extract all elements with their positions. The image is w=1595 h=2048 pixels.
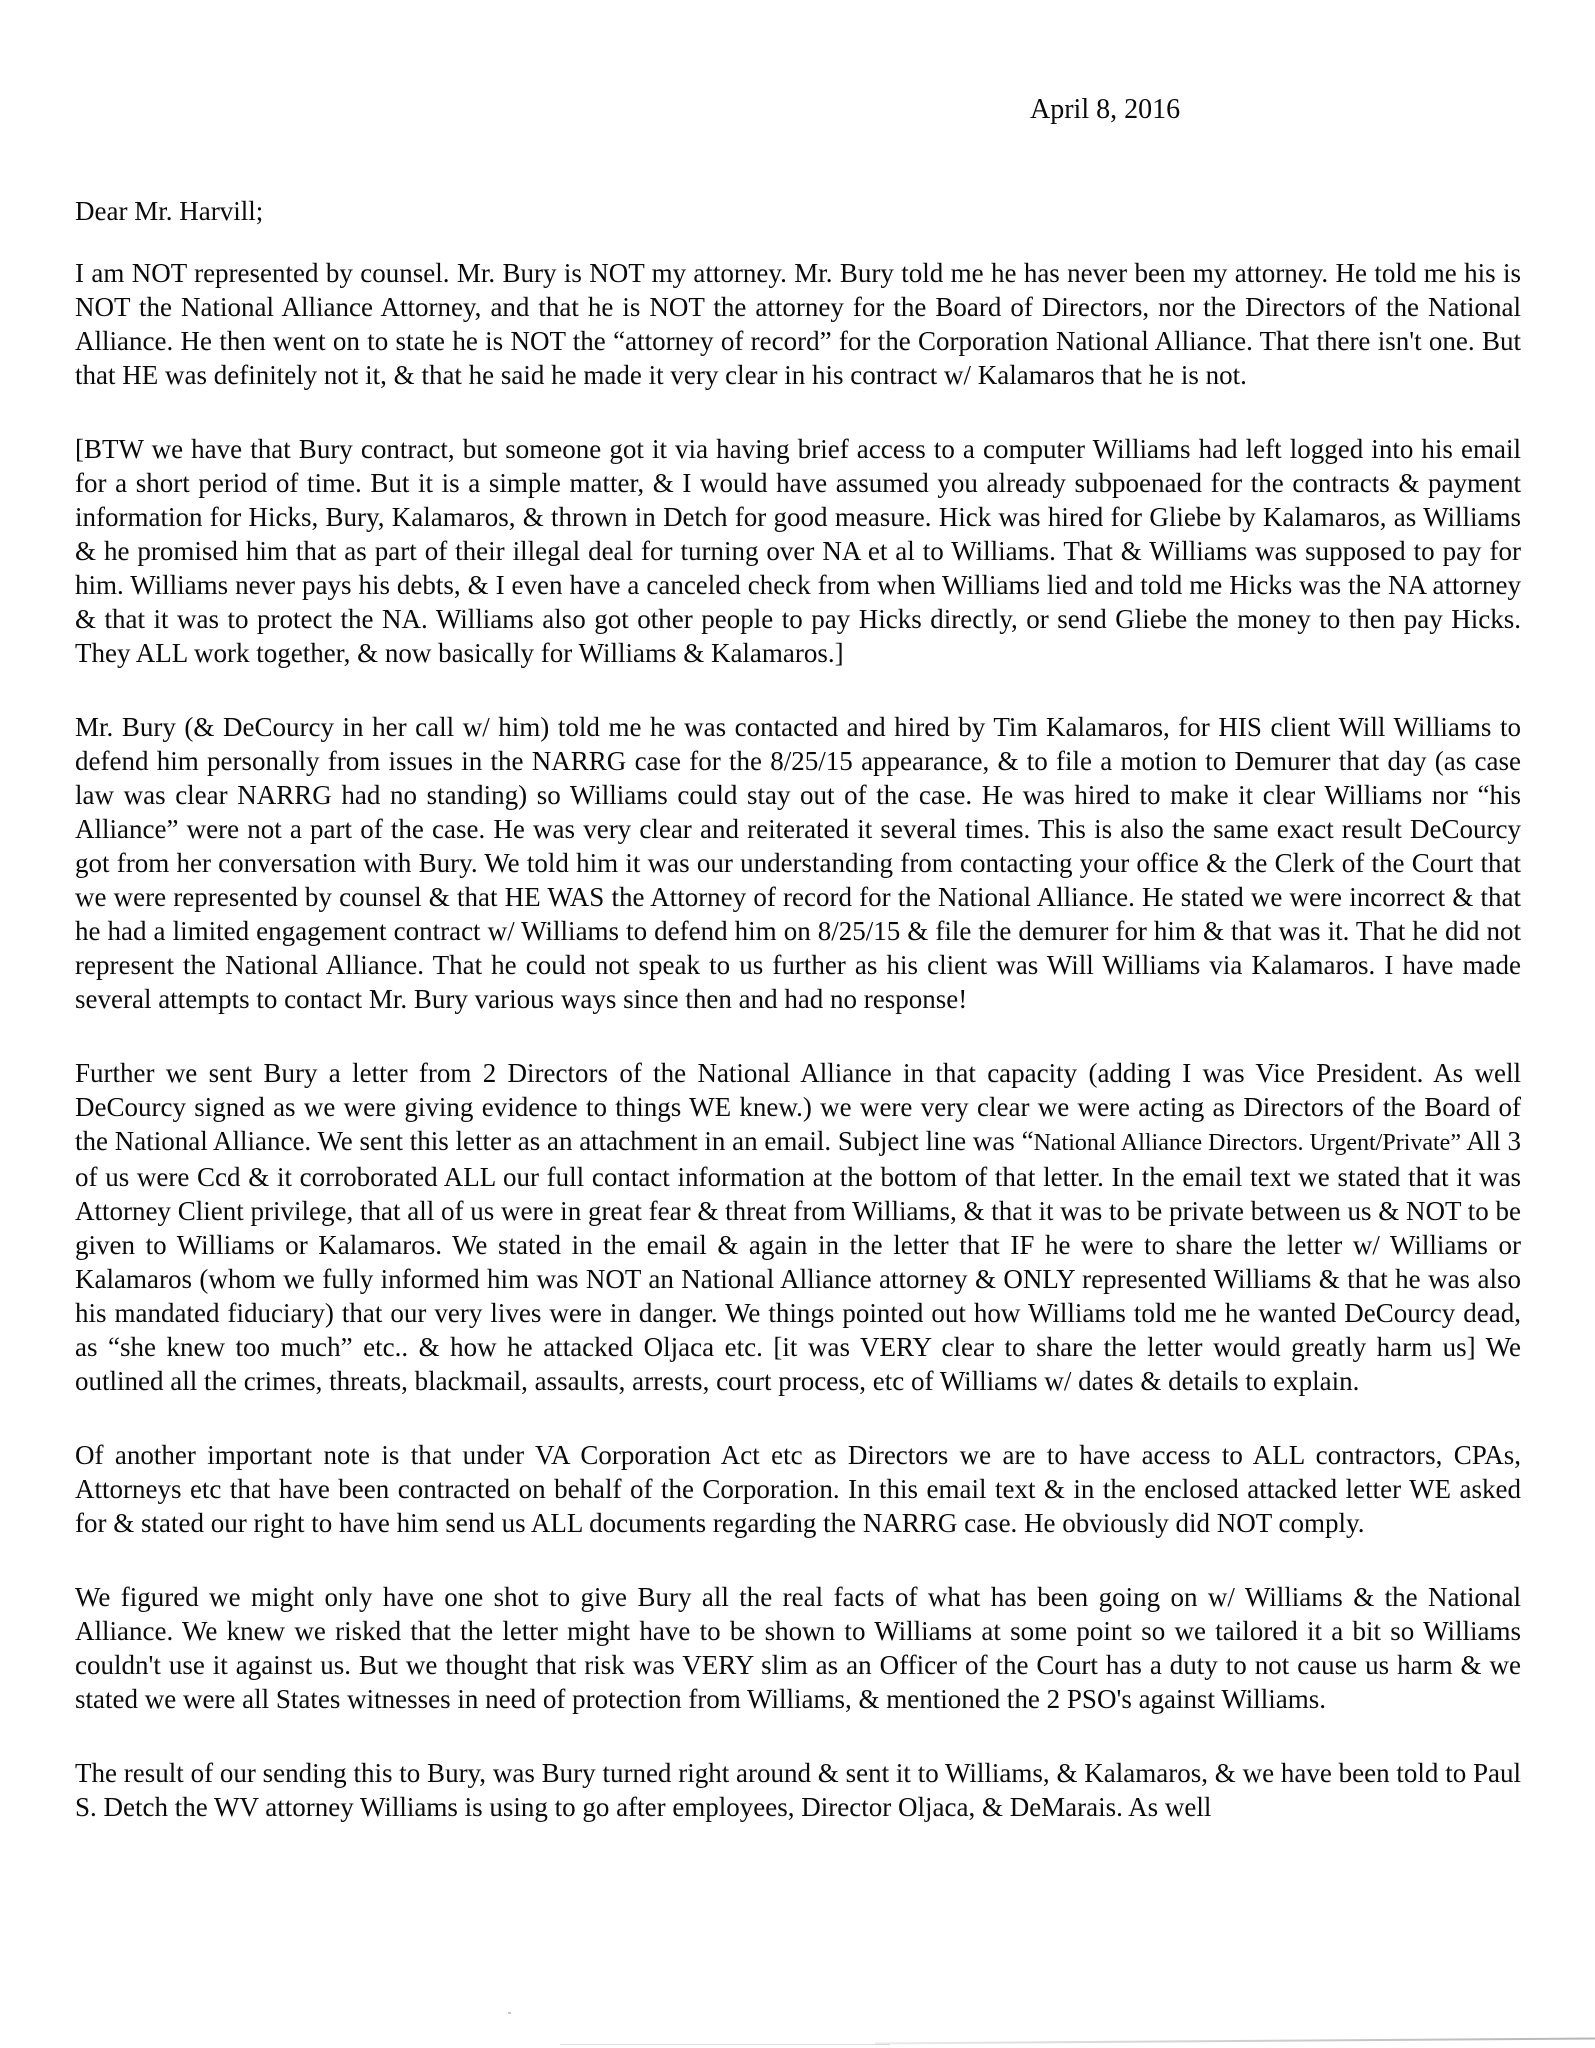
paragraph-4-subject-line: National Alliance Directors. Urgent/Private” bbox=[1033, 1130, 1461, 1156]
paragraph-3 bbox=[75, 710, 1521, 1016]
scan-artifact-line bbox=[560, 2044, 890, 2045]
salutation: Dear Mr. Harvill; bbox=[75, 196, 264, 226]
paragraph-5-text: Of another important note is that under VA Corporation Act etc as Directors we are to have access to ALL contractors, CPAs, Attorneys etc that have been contracted on behalf of the Corporation. In this email text & in the enclosed attacked letter WE asked for & stated our right to have him send us ALL documents regarding the NARRG case. He obviously did NOT comply. bbox=[75, 1440, 1521, 1538]
scan-artifact-line bbox=[875, 2037, 1595, 2044]
paragraph-5 bbox=[75, 1438, 1521, 1540]
paragraph-2 bbox=[75, 432, 1521, 670]
paragraph-6-text: We figured we might only have one shot to give Bury all the real facts of what has been going on w/ Williams & the National Alliance. We knew we risked that the letter might have to be shown to Williams at some point so we tailored it a bit so Williams couldn't use it against us. But we thought that risk was VERY slim as an Officer of the Court has a duty to not cause us harm & we stated we were all States witnesses in need of protection from Williams, & mentioned the 2 PSO's against Williams. bbox=[75, 1582, 1521, 1714]
paragraph-1-text: I am NOT represented by counsel. Mr. Bury is NOT my attorney. Mr. Bury told me he has never been my attorney. He told me his is NOT the National Alliance Attorney, and that he is NOT the attorney for the Board of Directors, nor the Directors of the National Alliance. He then went on to state he is NOT the “attorney of record” for the Corporation National Alliance. That there isn't one. But that HE was definitely not it, & that he said he made it very clear in his contract w/ Kalamaros that he is not. bbox=[75, 258, 1521, 390]
letter-body bbox=[75, 194, 1521, 1864]
paragraph-6 bbox=[75, 1580, 1521, 1716]
paragraph-4-text-rest: All 3 of us were Ccd & it corroborated ALL our full contact information at the bottom of that letter. In the email text we stated that it was Attorney Client privilege, that all of us were in great fear & threat from Williams, & that it was to be private between us & NOT to be given to Williams or Kalamaros. We stated in the email & again in the letter that IF he were to share the letter w/ Williams or Kalamaros (whom we fully informed him was NOT an National Alliance attorney & ONLY represented Williams & that he was also his mandated fiduciary) that our very lives were in danger. We things pointed out how Williams told me he wanted DeCourcy dead, as “she knew too much” etc.. & how he attacked Oljaca etc. [it was VERY clear to share the letter would greatly harm us] We outlined all the crimes, threats, blackmail, assaults, arrests, court process, etc of Williams w/ dates & details to explain. bbox=[75, 1126, 1522, 1396]
scan-artifact-speck bbox=[508, 2012, 511, 2014]
letter-date: April 8, 2016 bbox=[1030, 94, 1181, 125]
paragraph-4-text-lead: Further we sent Bury a letter from 2 Directors of the National Alliance in that capacity (adding I was Vice President. As well DeCourcy signed as we were giving evidence to things WE knew.) we were very clear we were acting as Directors of the Board of the National Alliance. We sent this letter as an attachment in an email. Subject line was “ bbox=[75, 1058, 1521, 1156]
paragraph-7-text: The result of our sending this to Bury, was Bury turned right around & sent it to Williams, & Kalamaros, & we have been told to Paul S. Detch the WV attorney Williams is using to go after employees, Director Oljaca, & DeMarais. As well bbox=[75, 1758, 1521, 1822]
paragraph-2-text: [BTW we have that Bury contract, but someone got it via having brief access to a computer Williams had left logged into his email for a short period of time. But it is a simple matter, & I would have assumed you already subpoenaed for the contracts & payment information for Hicks, Bury, Kalamaros, & thrown in Detch for good measure. Hick was hired for Gliebe by Kalamaros, as Williams & he promised him that as part of their illegal deal for turning over NA et al to Williams. That & Williams was supposed to pay for him. Williams never pays his debts, & I even have a canceled check from when Williams lied and told me Hicks was the NA attorney & that it was to protect the NA. Williams also got other people to pay Hicks directly, or send Gliebe the money to then pay Hicks. They ALL work together, & now basically for Williams & Kalamaros.] bbox=[75, 434, 1521, 668]
paragraph-1 bbox=[75, 256, 1521, 392]
paragraph-7 bbox=[75, 1756, 1521, 1824]
paragraph-3-text: Mr. Bury (& DeCourcy in her call w/ him) told me he was contacted and hired by Tim Kalamaros, for HIS client Will Williams to defend him personally from issues in the NARRG case for the 8/25/15 appearance, & to file a motion to Demurer that day (as case law was clear NARRG had no standing) so Williams could stay out of the case. He was hired to make it clear Williams nor “his Alliance” were not a part of the case. He was very clear and reiterated it several times. This is also the same exact result DeCourcy got from her conversation with Bury. We told him it was our understanding from contacting your office & the Clerk of the Court that we were represented by counsel & that HE WAS the Attorney of record for the National Alliance. He stated we were incorrect & that he had a limited engagement contract w/ Williams to defend him on 8/25/15 & file the demurer for him & that was it. That he did not represent the National Alliance. That he could not speak to us further as his client was Will Williams via Kalamaros. I have made several attempts to contact Mr. Bury various ways since then and had no response! bbox=[75, 712, 1521, 1014]
paragraph-4 bbox=[75, 1056, 1521, 1398]
